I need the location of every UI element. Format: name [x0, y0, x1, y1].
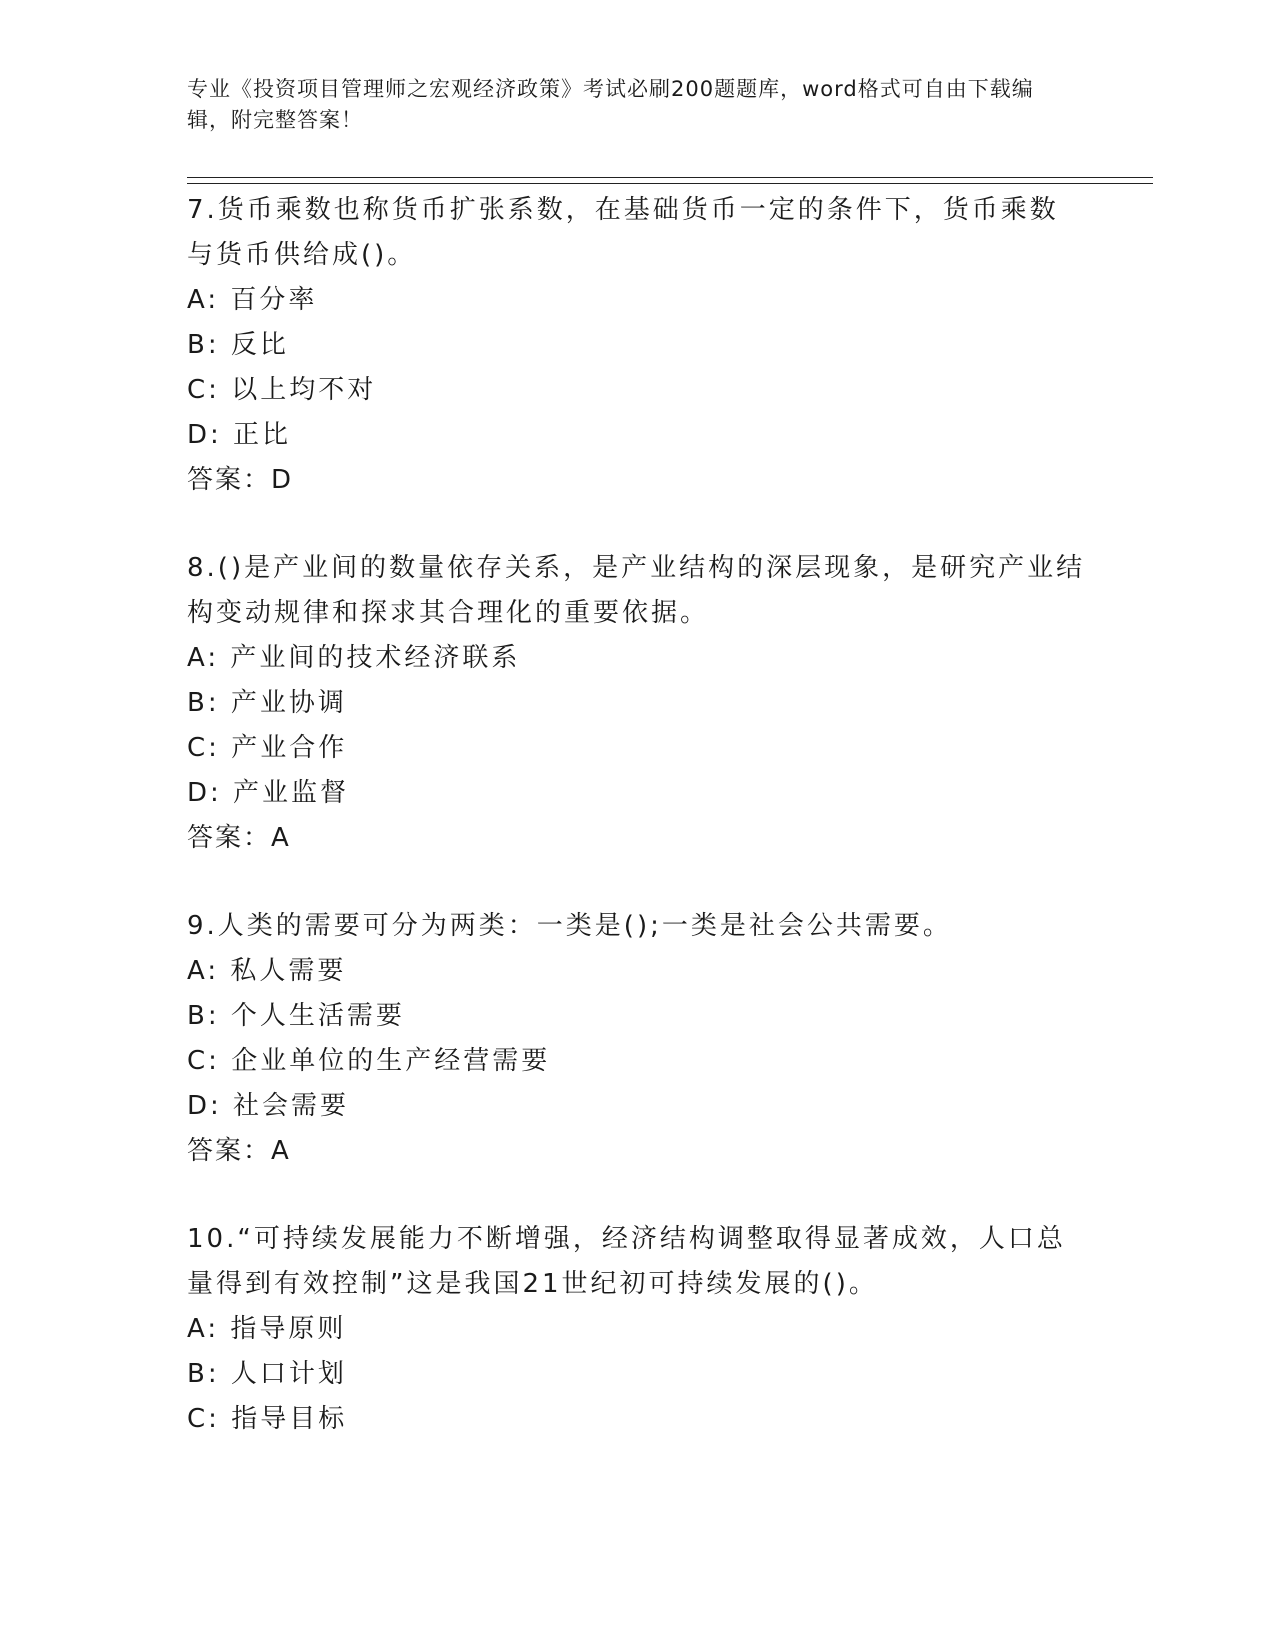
option-b: B: 反比	[187, 330, 289, 360]
question-list	[187, 188, 1087, 1485]
option-a: A: 指导原则	[187, 1314, 347, 1344]
question-8	[187, 546, 1087, 861]
option-b: B: 人口计划	[187, 1359, 347, 1389]
option-c: C: 企业单位的生产经营需要	[187, 1046, 551, 1076]
question-9	[187, 904, 1087, 1174]
question-text: 8.()是产业间的数量依存关系，是产业结构的深层现象，是研究产业结构变动规律和探求其合理化的重要依据。	[187, 553, 1086, 628]
option-b: B: 个人生活需要	[187, 1001, 405, 1031]
question-text: 7.货币乘数也称货币扩张系数，在基础货币一定的条件下，货币乘数与货币供给成()。	[187, 195, 1059, 270]
option-c: C: 产业合作	[187, 733, 348, 763]
question-text: 10.“可持续发展能力不断增强，经济结构调整取得显著成效，人口总量得到有效控制”这是我国21世纪初可持续发展的()。	[187, 1224, 1066, 1299]
header-divider-top	[187, 177, 1153, 178]
question-10	[187, 1217, 1087, 1442]
question-text: 9.人类的需要可分为两类：一类是();一类是社会公共需要。	[187, 911, 952, 941]
option-d: D: 社会需要	[187, 1091, 350, 1121]
answer-label: 答案：A	[187, 823, 291, 853]
option-a: A: 百分率	[187, 285, 318, 315]
option-c: C: 指导目标	[187, 1404, 348, 1434]
option-c: C: 以上均不对	[187, 375, 377, 405]
option-d: D: 产业监督	[187, 778, 350, 808]
option-a: A: 产业间的技术经济联系	[187, 643, 521, 673]
header-divider-bottom	[187, 183, 1153, 184]
answer-label: 答案：D	[187, 465, 294, 495]
option-d: D: 正比	[187, 420, 292, 450]
question-7	[187, 188, 1087, 503]
option-a: A: 私人需要	[187, 956, 347, 986]
option-b: B: 产业协调	[187, 688, 347, 718]
answer-label: 答案：A	[187, 1136, 291, 1166]
document-header: 专业《投资项目管理师之宏观经济政策》考试必刷200题题库，word格式可自由下载编辑，附完整答案！	[187, 77, 1034, 132]
